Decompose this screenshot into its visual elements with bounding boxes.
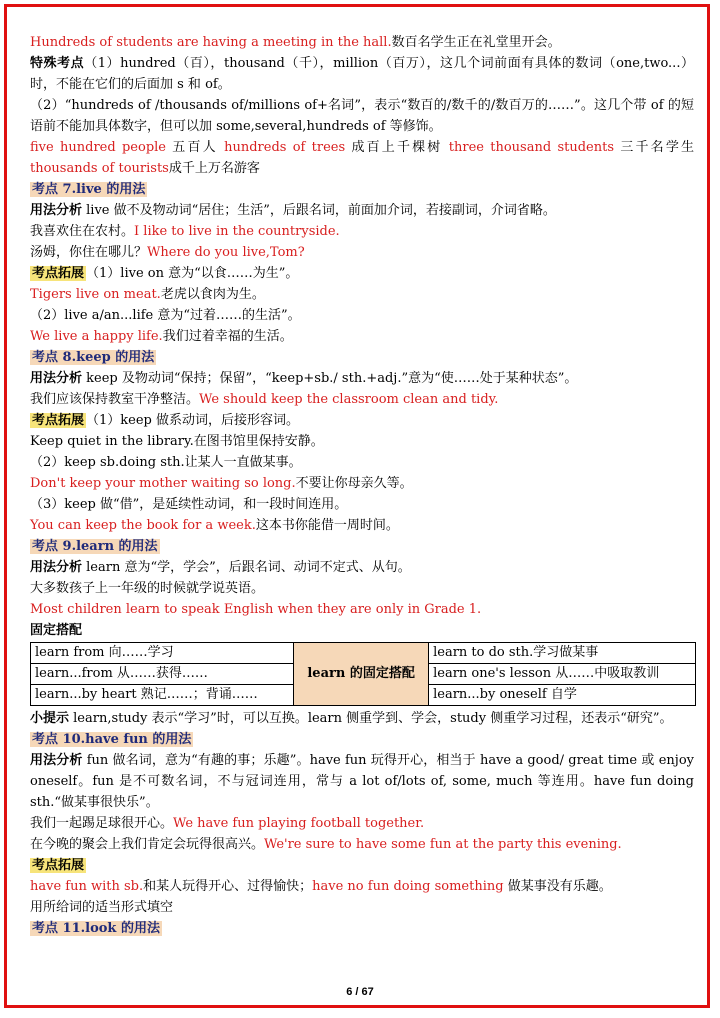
table-cell: learn to do sth.学习做某事 bbox=[429, 643, 696, 664]
extension-8-2: （2）keep sb.doing sth.让某人一直做某事。 bbox=[30, 455, 302, 470]
extension-8-1: 考点拓展 （1）keep 做系动词，后接形容词。 bbox=[32, 413, 300, 428]
extension-10-label: 考点拓展 bbox=[32, 858, 85, 873]
extension-7-2: （2）live a/an...life 意为“过着……的生活”。 bbox=[30, 308, 301, 323]
extension-7-1: 考点拓展 （1）live on 意为“以食……为生”。 bbox=[32, 266, 299, 281]
example-7-1: 我喜欢住在农村。I like to live in the countryside. bbox=[30, 224, 340, 239]
fill-in-instruction: 用所给词的适当形式填空 bbox=[30, 900, 174, 915]
section-heading-9: 考点 9.learn 的用法 bbox=[32, 539, 158, 554]
document-body bbox=[30, 32, 694, 939]
example-8-2: Keep quiet in the library.在图书馆里保持安静。 bbox=[30, 434, 324, 449]
fixed-collocation-label: 固定搭配 bbox=[30, 623, 83, 638]
special-point: 特殊考点（1）hundred（百），thousand（千），million（百万），这几个词前面有具体的数词（one,two...）时，不能在它们的后面加 s 和 of。 bbox=[30, 56, 694, 92]
section-heading-11: 考点 11.look 的用法 bbox=[32, 921, 160, 936]
example-8-4: You can keep the book for a week.这本书你能借一周时间。 bbox=[30, 518, 399, 533]
table-center-cell: learn 的固定搭配 bbox=[294, 643, 429, 706]
number-examples: five hundred people 五百人 hundreds of trees 成百上千棵树 three thousand students 三千名学生thousands of tourists成千上万名游客 bbox=[30, 140, 694, 176]
section-heading-7: 考点 7.live 的用法 bbox=[32, 182, 146, 197]
example-8-3: Don't keep your mother waiting so long.不要让你母亲久等。 bbox=[30, 476, 413, 491]
example-8-1: 我们应该保持教室干净整洁。We should keep the classroom clean and tidy. bbox=[30, 392, 499, 407]
page-number: 6 / 67 bbox=[346, 986, 374, 998]
section-heading-8: 考点 8.keep 的用法 bbox=[32, 350, 155, 365]
example-10-2: 在今晚的聚会上我们肯定会玩得很高兴。We're sure to have some fun at the party this evening. bbox=[30, 837, 622, 852]
extension-8-3: （3）keep 做“借”，是延续性动词，和一段时间连用。 bbox=[30, 497, 348, 512]
example-7-3: Tigers live on meat.老虎以食肉为生。 bbox=[30, 287, 265, 302]
usage-analysis-7: 用法分析 live 做不及物动词“居住；生活”，后跟名词，前面加介词，若接副词，介词省略。 bbox=[30, 203, 556, 218]
example-7-4: We live a happy life.我们过着幸福的生活。 bbox=[30, 329, 293, 344]
usage-analysis-9: 用法分析 learn 意为“学，学会”，后跟名词、动词不定式、从句。 bbox=[30, 560, 411, 575]
usage-analysis-8: 用法分析 keep 及物动词“保持；保留”，“keep+sb./ sth.+adj.”意为“使……处于某种状态”。 bbox=[30, 371, 578, 386]
collocation-table bbox=[30, 642, 696, 706]
example-10-1: 我们一起踢足球很开心。We have fun playing football together. bbox=[30, 816, 425, 831]
usage-analysis-10: 用法分析 fun 做名词，意为“有趣的事；乐趣”。have fun 玩得开心，相当于 have a good/ great time 或 enjoy oneself。fun 是不可数名词，不与冠词连用，常与 a lot of/lots of, some, much 等连用。have fun doing sth.“做某事很快乐”。 bbox=[30, 753, 694, 810]
table-cell: learn...by oneself 自学 bbox=[429, 685, 696, 706]
example-9-1: 大多数孩子上一年级的时候就学说英语。 bbox=[30, 581, 265, 596]
table-cell: learn...from 从……获得…… bbox=[31, 664, 294, 685]
example-7-2: 汤姆，你住在哪儿？Where do you live,Tom? bbox=[30, 245, 305, 260]
example-sentence: Hundreds of students are having a meeting in the hall.数百名学生正在礼堂里开会。 bbox=[30, 35, 561, 50]
special-point-2: （2）“hundreds of /thousands of/millions of+名词”，表示“数百的/数千的/数百万的……”。这几个带 of 的短语前不能加具体数字，但可以加 some,several,hundreds of 等修饰。 bbox=[30, 98, 694, 134]
table-cell: learn...by heart 熟记……；背诵…… bbox=[31, 685, 294, 706]
tip: 小提示 learn,study 表示“学习”时，可以互换。learn 侧重学到、学会，study 侧重学习过程，还表示“研究”。 bbox=[30, 711, 673, 726]
section-heading-10: 考点 10.have fun 的用法 bbox=[32, 732, 192, 747]
table-cell: learn from 向……学习 bbox=[31, 643, 294, 664]
table-row bbox=[31, 643, 696, 664]
special-label: 特殊考点 bbox=[30, 56, 85, 71]
extension-10-1: have fun with sb.和某人玩得开心、过得愉快；have no fun doing something 做某事没有乐趣。 bbox=[30, 879, 612, 894]
table-cell: learn one's lesson 从……中吸取教训 bbox=[429, 664, 696, 685]
example-9-2: Most children learn to speak English when they are only in Grade 1. bbox=[30, 602, 482, 617]
